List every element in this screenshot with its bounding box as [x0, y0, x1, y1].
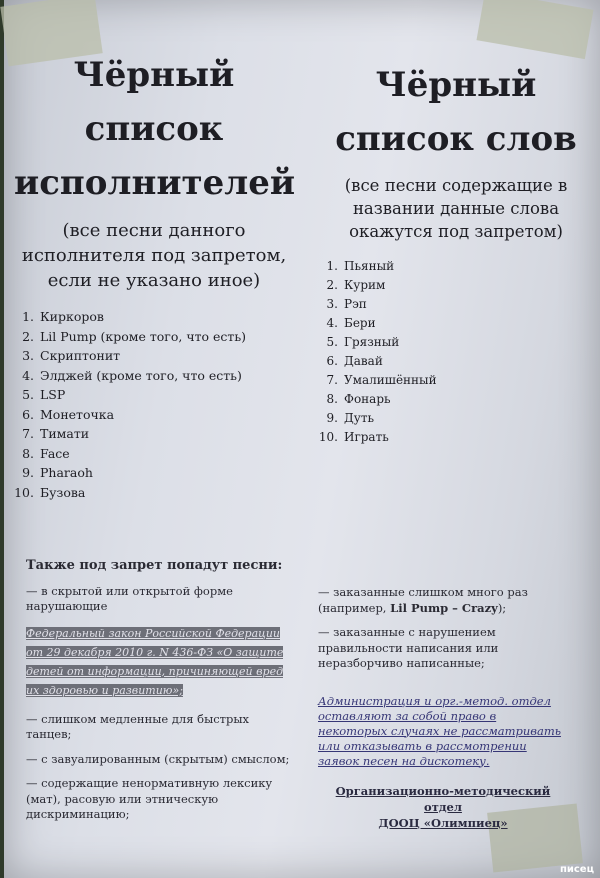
list-item: 2. Курим: [326, 278, 386, 292]
list-item: 4. Бери: [326, 316, 376, 330]
list-item: 7. Умалишённый: [326, 373, 437, 387]
list-item: 5. Грязный: [326, 335, 400, 349]
list-item: 9. Дуть: [326, 411, 374, 425]
words-title-line-2: список слов: [335, 119, 577, 159]
rule-too-many-requests: — заказанные слишком много раз (например, Lil Pump – Crazy);: [318, 585, 528, 615]
list-item: 6. Давай: [326, 354, 383, 368]
words-title: [318, 58, 594, 166]
signature-block: [318, 783, 568, 831]
rule-hidden-form: — в скрытой или открытой форме нарушающие: [26, 583, 233, 613]
list-item: 8. Фонарь: [326, 392, 391, 406]
list-item: 8. Face: [22, 445, 70, 461]
rule-misspelled: — заказанные с нарушением правильности написания или неразборчиво написанные;: [318, 625, 499, 670]
words-list: [318, 257, 594, 447]
list-item: 1. Киркоров: [22, 309, 104, 324]
list-item: 10. Бузова: [14, 484, 86, 500]
organization-name: ДООЦ «Олимпиец»: [378, 815, 508, 830]
list-item: 6. Монеточка: [22, 406, 115, 422]
administration-note: Администрация и орг.-метод. отдел оставляют за собой право в некоторых случаях не рассматривать или отказывать в рассмотрении заявок песен на дискотеку.: [318, 693, 561, 768]
artists-subtitle: (все песни данного исполнителя под запретом, если не указано иное): [21, 220, 287, 291]
list-item: 1. Пьяный: [326, 259, 395, 273]
list-item: 2. Lil Pump (кроме того, что есть): [22, 328, 247, 344]
rule-hidden-meaning: — с завуалированным (скрытым) смыслом;: [26, 751, 290, 766]
list-item: 9. Pharaoh: [22, 465, 93, 480]
law-reference: Федеральный закон Российской Федерации от 29 декабря 2010 г. N 436-ФЗ «О защите детей от информации, причиняющей вред их здоровью и развитию»;: [26, 626, 284, 697]
list-item: 3. Рэп: [326, 297, 367, 311]
artists-title-line-1: Чёрный: [73, 55, 235, 95]
artists-blacklist: [14, 48, 294, 502]
artists-title: [14, 48, 294, 210]
department-name: Организационно-методический отдел: [335, 783, 551, 814]
words-title-line-1: Чёрный: [375, 65, 537, 105]
artists-title-line-2: список: [84, 109, 224, 149]
list-item: 7. Тимати: [22, 426, 90, 441]
list-item: 5. LSP: [22, 387, 66, 402]
watermark: писец: [559, 864, 594, 875]
rule-slow-tempo: — слишком медленные для быстрых танцев;: [26, 711, 250, 741]
words-subtitle: (все песни содержащие в названии данные слова окажутся под запретом): [344, 176, 568, 241]
additional-rules-right: [318, 585, 568, 831]
additional-rules-left: [26, 558, 296, 832]
artists-title-line-3: исполнителей: [14, 163, 296, 203]
list-item: 10. Играть: [318, 430, 389, 444]
artists-list: [14, 307, 294, 502]
tape-top-right: [476, 0, 593, 59]
rule-profanity: — содержащие ненормативную лексику (мат), расовую или этническую дискриминацию;: [26, 776, 273, 821]
list-item: 4. Элджей (кроме того, что есть): [22, 367, 242, 383]
additional-rules-title: Также под запрет попадут песни:: [26, 558, 283, 573]
words-blacklist: [318, 58, 594, 447]
list-item: 3. Скриптонит: [22, 348, 121, 363]
